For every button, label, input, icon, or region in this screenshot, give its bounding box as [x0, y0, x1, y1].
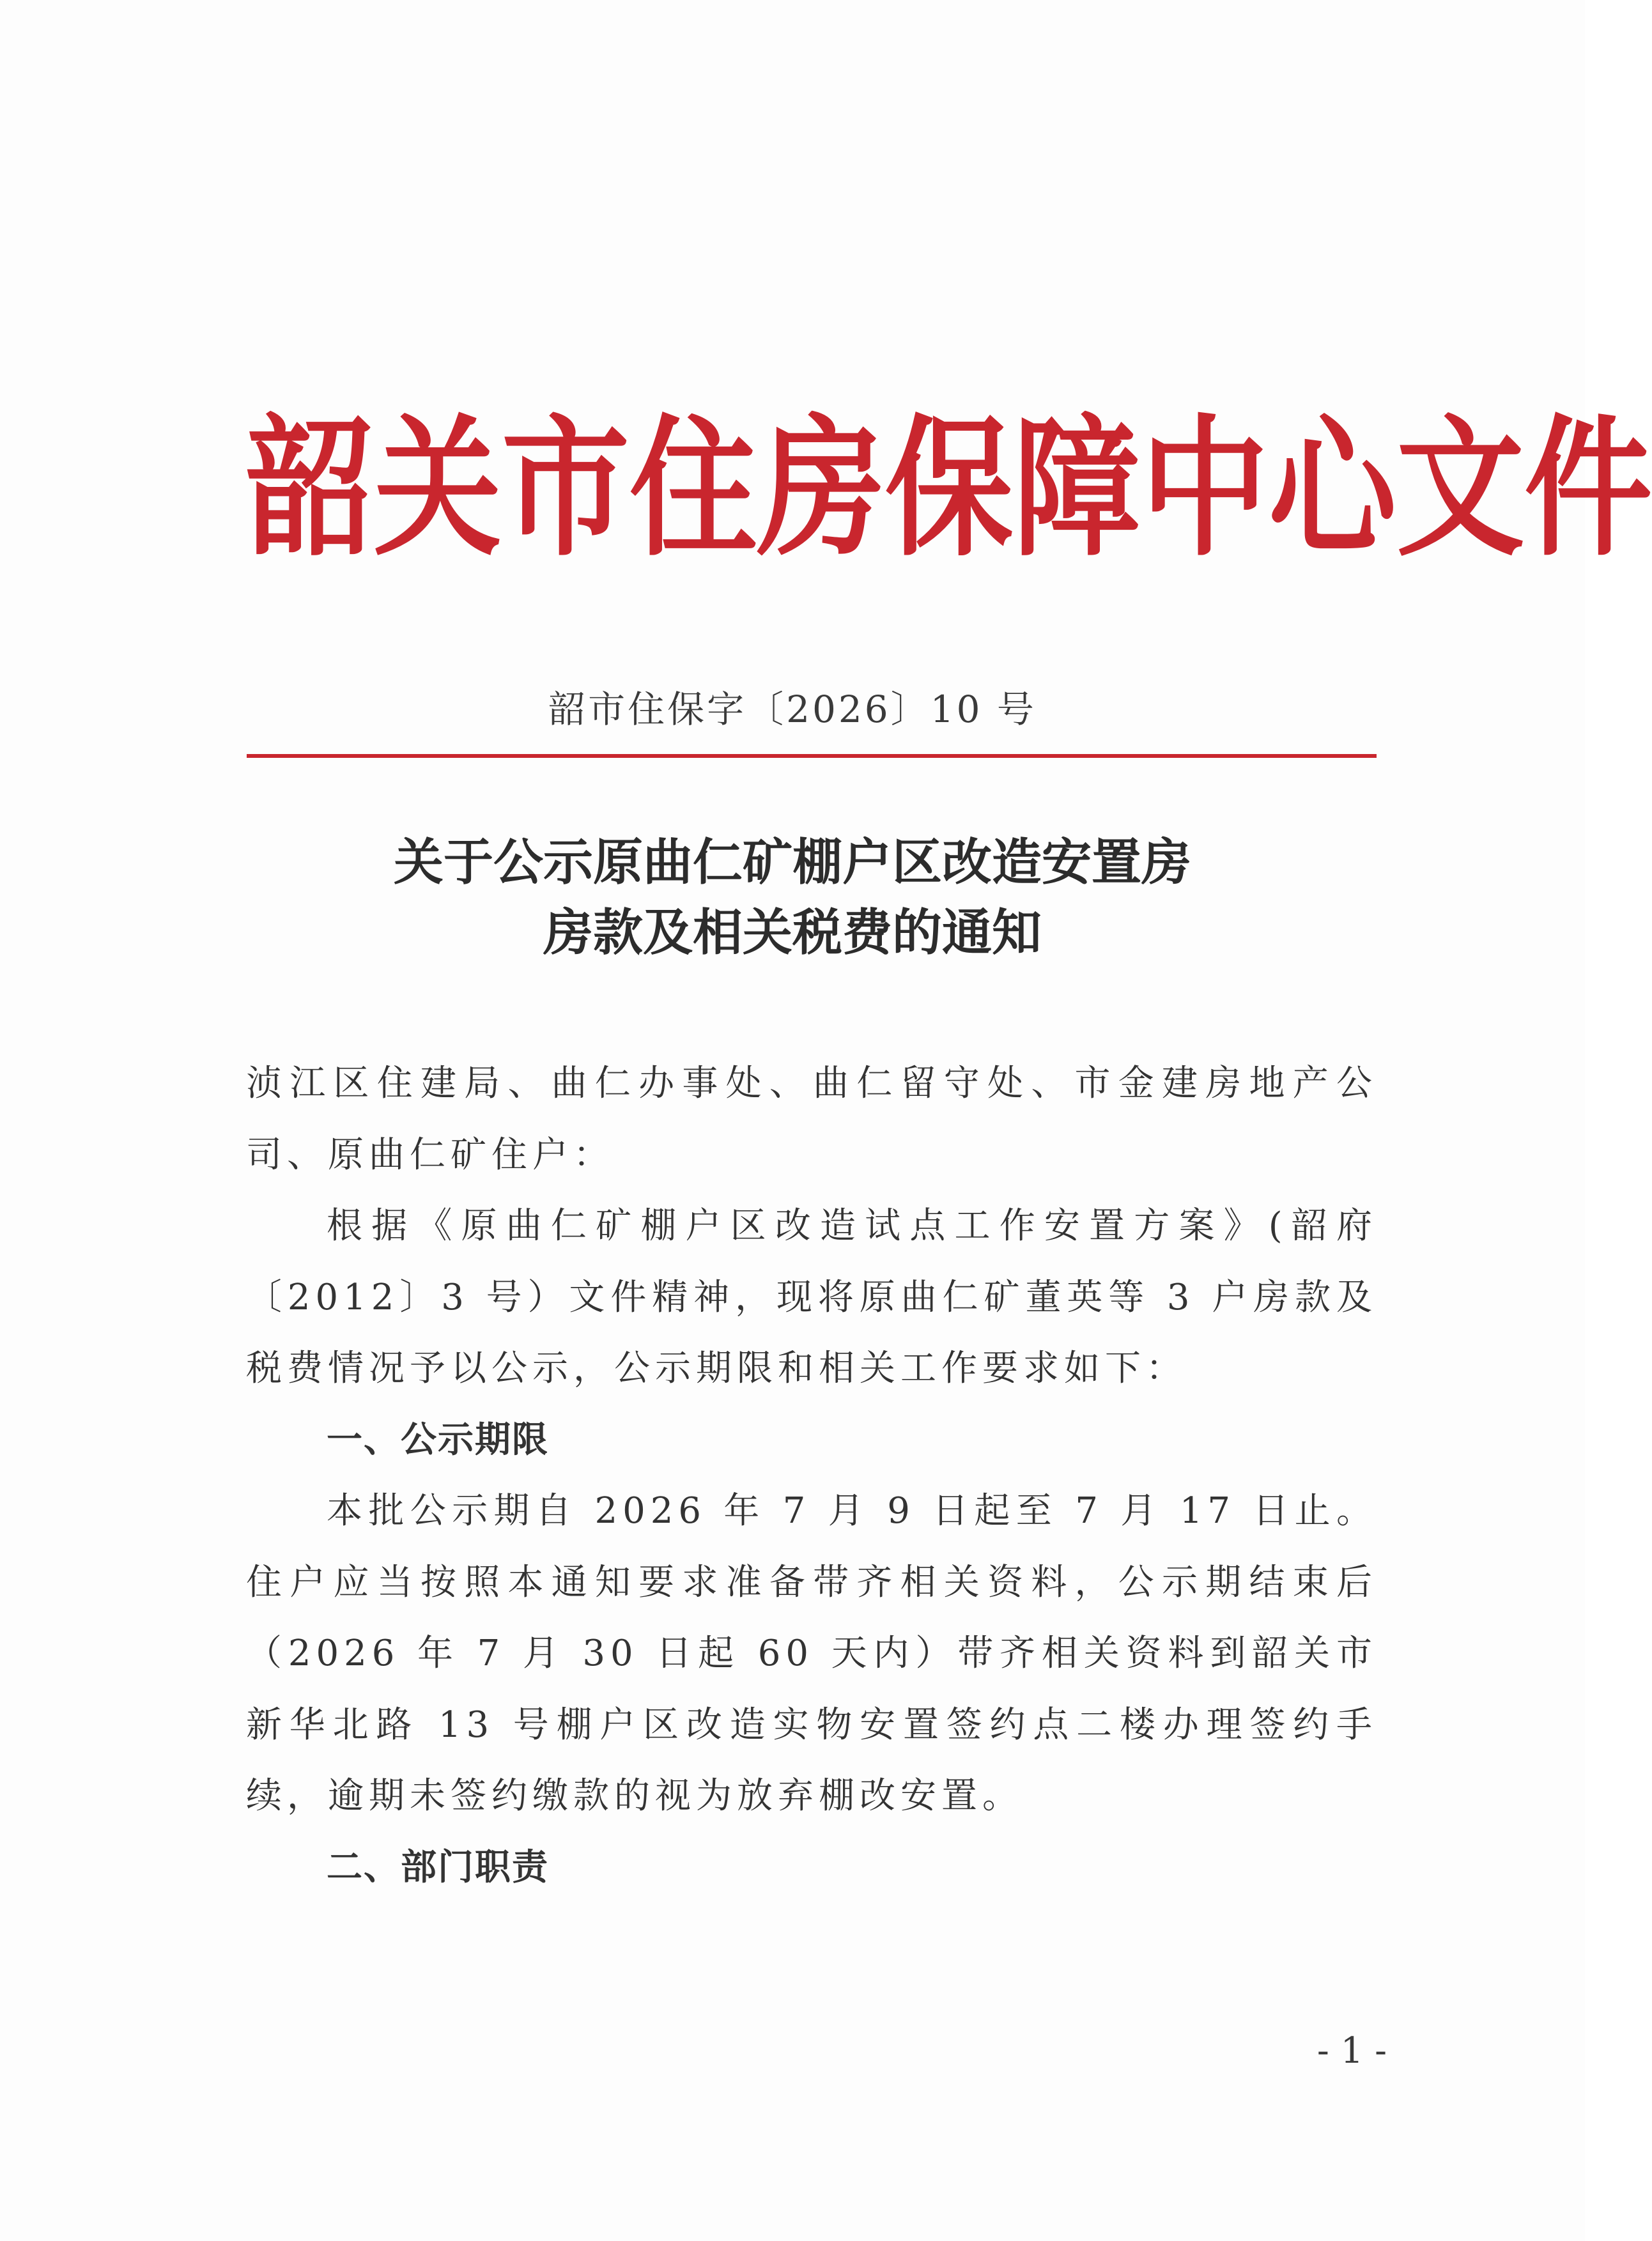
title-line-1: 关于公示原曲仁矿棚户区改造安置房 — [393, 833, 1191, 891]
masthead — [246, 399, 1652, 578]
recipients-paragraph: 浈江区住建局、曲仁办事处、曲仁留守处、市金建房地产公司、原曲仁矿住户： — [246, 1063, 1377, 1176]
masthead-char: 件 — [1524, 399, 1652, 578]
section-heading-2: 二、部门职责 — [327, 1846, 549, 1888]
paragraph-basis: 根据《原曲仁矿棚户区改造试点工作安置方案》(韶府〔2012〕3 号）文件精神，现将原曲仁矿董英等 3 户房款及税费情况予以公示，公示期限和相关工作要求如下： — [246, 1205, 1377, 1389]
title-line-2: 房款及相关税费的通知 — [543, 904, 1042, 962]
document-body — [246, 1048, 1377, 1903]
masthead-char: 市 — [502, 399, 630, 578]
document-title — [0, 828, 1585, 968]
paragraph-period: 本批公示期自 2026 年 7 月 9 日起至 7 月 17 日止。住户应当按照本通知要求准备带齐相关资料，公示期结束后（2026 年 7 月 30 日起 60 天内）带齐相关资料到韶关市新华北路 13 号棚户区改造实物安置签约点二楼办理签约手续，逾期未签约缴款的视为放弃棚改安置。 — [246, 1490, 1377, 1817]
masthead-char: 房 — [757, 399, 886, 578]
masthead-char: 关 — [374, 399, 502, 578]
masthead-char: 中 — [1141, 399, 1269, 578]
red-divider-line — [247, 754, 1377, 758]
masthead-char: 住 — [629, 399, 758, 578]
page-number: - 1 - — [1316, 2030, 1387, 2072]
document-number: 韶市住保字〔2026〕10 号 — [548, 688, 1037, 731]
masthead-char: 心 — [1269, 399, 1397, 578]
masthead-char: 保 — [885, 399, 1014, 578]
section-heading-1: 一、公示期限 — [327, 1419, 549, 1461]
masthead-char: 韶 — [246, 399, 374, 578]
masthead-char: 文 — [1396, 399, 1525, 578]
masthead-char: 障 — [1013, 399, 1141, 578]
